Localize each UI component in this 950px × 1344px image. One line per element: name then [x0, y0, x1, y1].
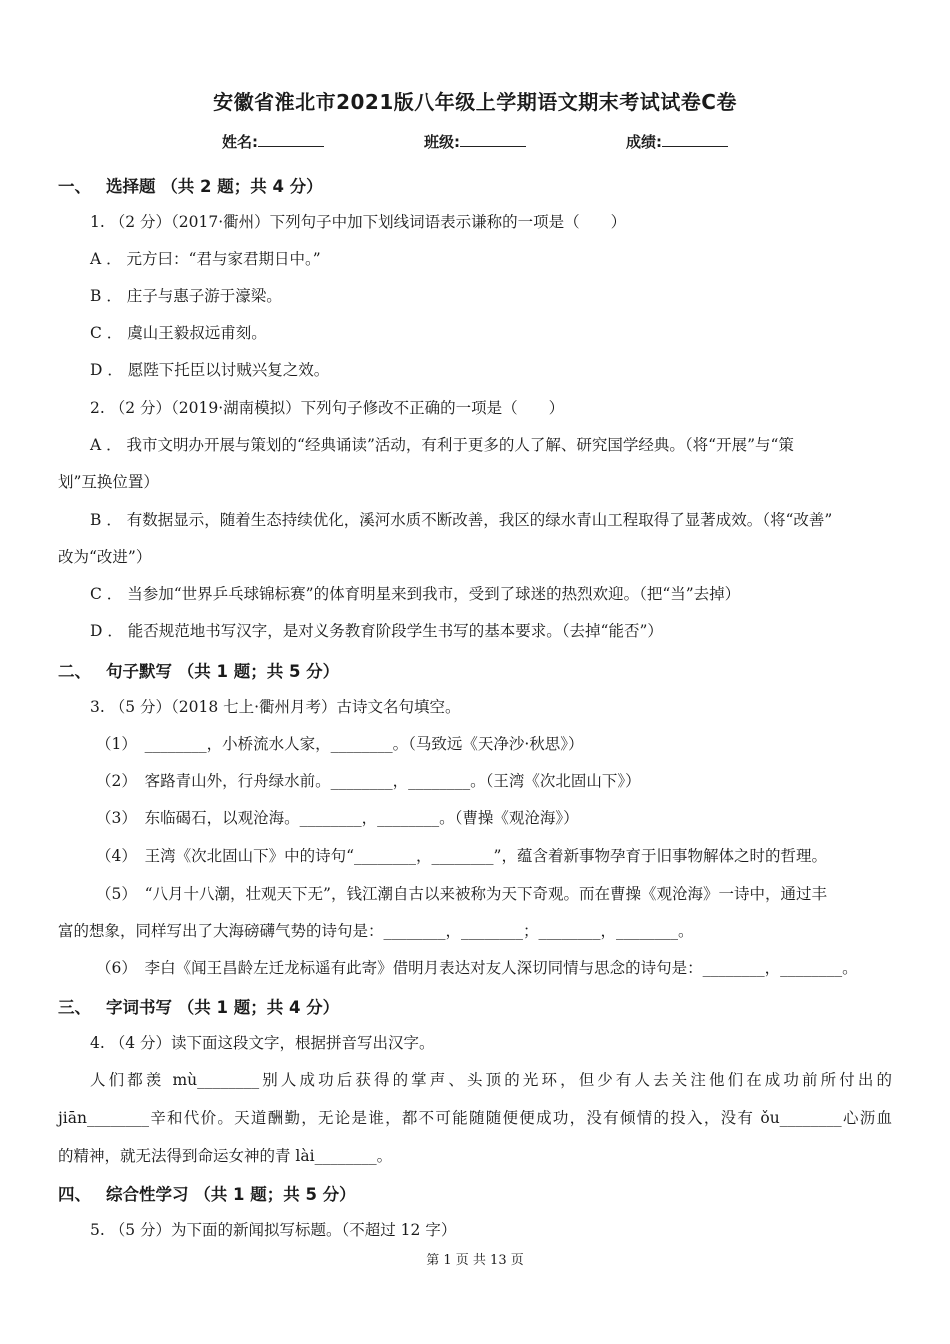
student-info-row	[0, 131, 950, 152]
exam-title: 安徽省淮北市2021版八年级上学期语文期末考试试卷C卷	[213, 90, 737, 114]
fill-in-item[interactable]: （5） “八月十八潮，壮观天下无”，钱江潮自古以来被称为天下奇观。而在曹操《观沧海》一诗中，通过丰	[96, 885, 827, 903]
section-heading: 四、 综合性学习 （共 1 题；共 5 分）	[58, 1185, 356, 1204]
option-a[interactable]: A ． 我市文明办开展与策划的“经典诵读”活动，有利于更多的人了解、研究国学经典。（将“开展”与“策	[90, 436, 794, 454]
option-c[interactable]: C ． 当参加“世界乒乓球锦标赛”的体育明星来到我市，受到了球迷的热烈欢迎。（把“当”去掉）	[90, 585, 741, 603]
section-heading: 三、 字词书写 （共 1 题；共 4 分）	[58, 998, 340, 1017]
option-a-continued: 划”互换位置）	[58, 473, 159, 491]
fill-in-item[interactable]: （2） 客路青山外，行舟绿水前。________，________。（王湾《次北固山下》）	[96, 772, 641, 790]
score-label: 成绩:	[626, 133, 662, 151]
passage-line: 的精神，就无法得到命运女神的青 lài________。	[58, 1147, 393, 1165]
question-stem: 5. （5 分）为下面的新闻拟写标题。（不超过 12 字）	[90, 1221, 457, 1239]
option-b[interactable]: B ． 有数据显示，随着生态持续优化，溪河水质不断改善，我区的绿水青山工程取得了显著成效。（将“改善”	[90, 511, 833, 529]
option-b-continued: 改为“改进”）	[58, 548, 152, 566]
option-c[interactable]: C ． 虞山王毅叔远甫刻。	[90, 324, 267, 342]
section-heading: 二、 句子默写 （共 1 题；共 5 分）	[58, 662, 340, 681]
option-d[interactable]: D ． 能否规范地书写汉字，是对义务教育阶段学生书写的基本要求。（去掉“能否”）	[90, 622, 663, 640]
passage-line: 人们都羡 mù________别人成功后获得的掌声、头顶的光环，但少有人去关注他们在成功前所付出的	[90, 1071, 892, 1089]
question-stem: 4. （4 分）读下面这段文字，根据拼音写出汉字。	[90, 1034, 435, 1052]
passage-line: jiān________辛和代价。天道酬勤，无论是谁，都不可能随随便便成功，没有倾情的投入，没有 ǒu________心沥血	[58, 1109, 892, 1127]
section-heading: 一、 选择题 （共 2 题；共 4 分）	[58, 177, 323, 196]
fill-in-item[interactable]: （1） ________，小桥流水人家，________。（马致远《天净沙·秋思》）	[96, 735, 584, 753]
question-stem: 2. （2 分）（2019·湖南模拟）下列句子修改不正确的一项是（ ）	[90, 399, 565, 417]
question-stem: 3. （5 分）（2018 七上·衢州月考）古诗文名句填空。	[90, 698, 461, 716]
name-label: 姓名:	[222, 133, 258, 151]
class-field[interactable]	[424, 131, 526, 152]
fill-in-item[interactable]: （4） 王湾《次北固山下》中的诗句“________，________”，蕴含着新事物孕育于旧事物解体之时的哲理。	[96, 847, 827, 865]
name-field[interactable]	[222, 131, 324, 152]
score-field[interactable]	[626, 131, 728, 152]
option-d[interactable]: D ． 愿陛下托臣以讨贼兴复之效。	[90, 361, 330, 379]
fill-in-item[interactable]: （6） 李白《闻王昌龄左迁龙标遥有此寄》借明月表达对友人深切同情与思念的诗句是：________，________。	[96, 959, 858, 977]
page-number: 第 1 页 共 13 页	[426, 1253, 524, 1268]
class-label: 班级:	[424, 133, 460, 151]
option-b[interactable]: B ． 庄子与惠子游于濠梁。	[90, 287, 282, 305]
option-a[interactable]: A ． 元方曰：“君与家君期日中。”	[90, 250, 321, 268]
fill-in-item[interactable]: （3） 东临碣石，以观沧海。________，________。（曹操《观沧海》）	[96, 809, 579, 827]
question-stem: 1. （2 分）（2017·衢州）下列句子中加下划线词语表示谦称的一项是（ ）	[90, 213, 627, 231]
fill-in-item-continued[interactable]: 富的想象，同样写出了大海磅礴气势的诗句是：________，________；________，________。	[58, 922, 694, 940]
